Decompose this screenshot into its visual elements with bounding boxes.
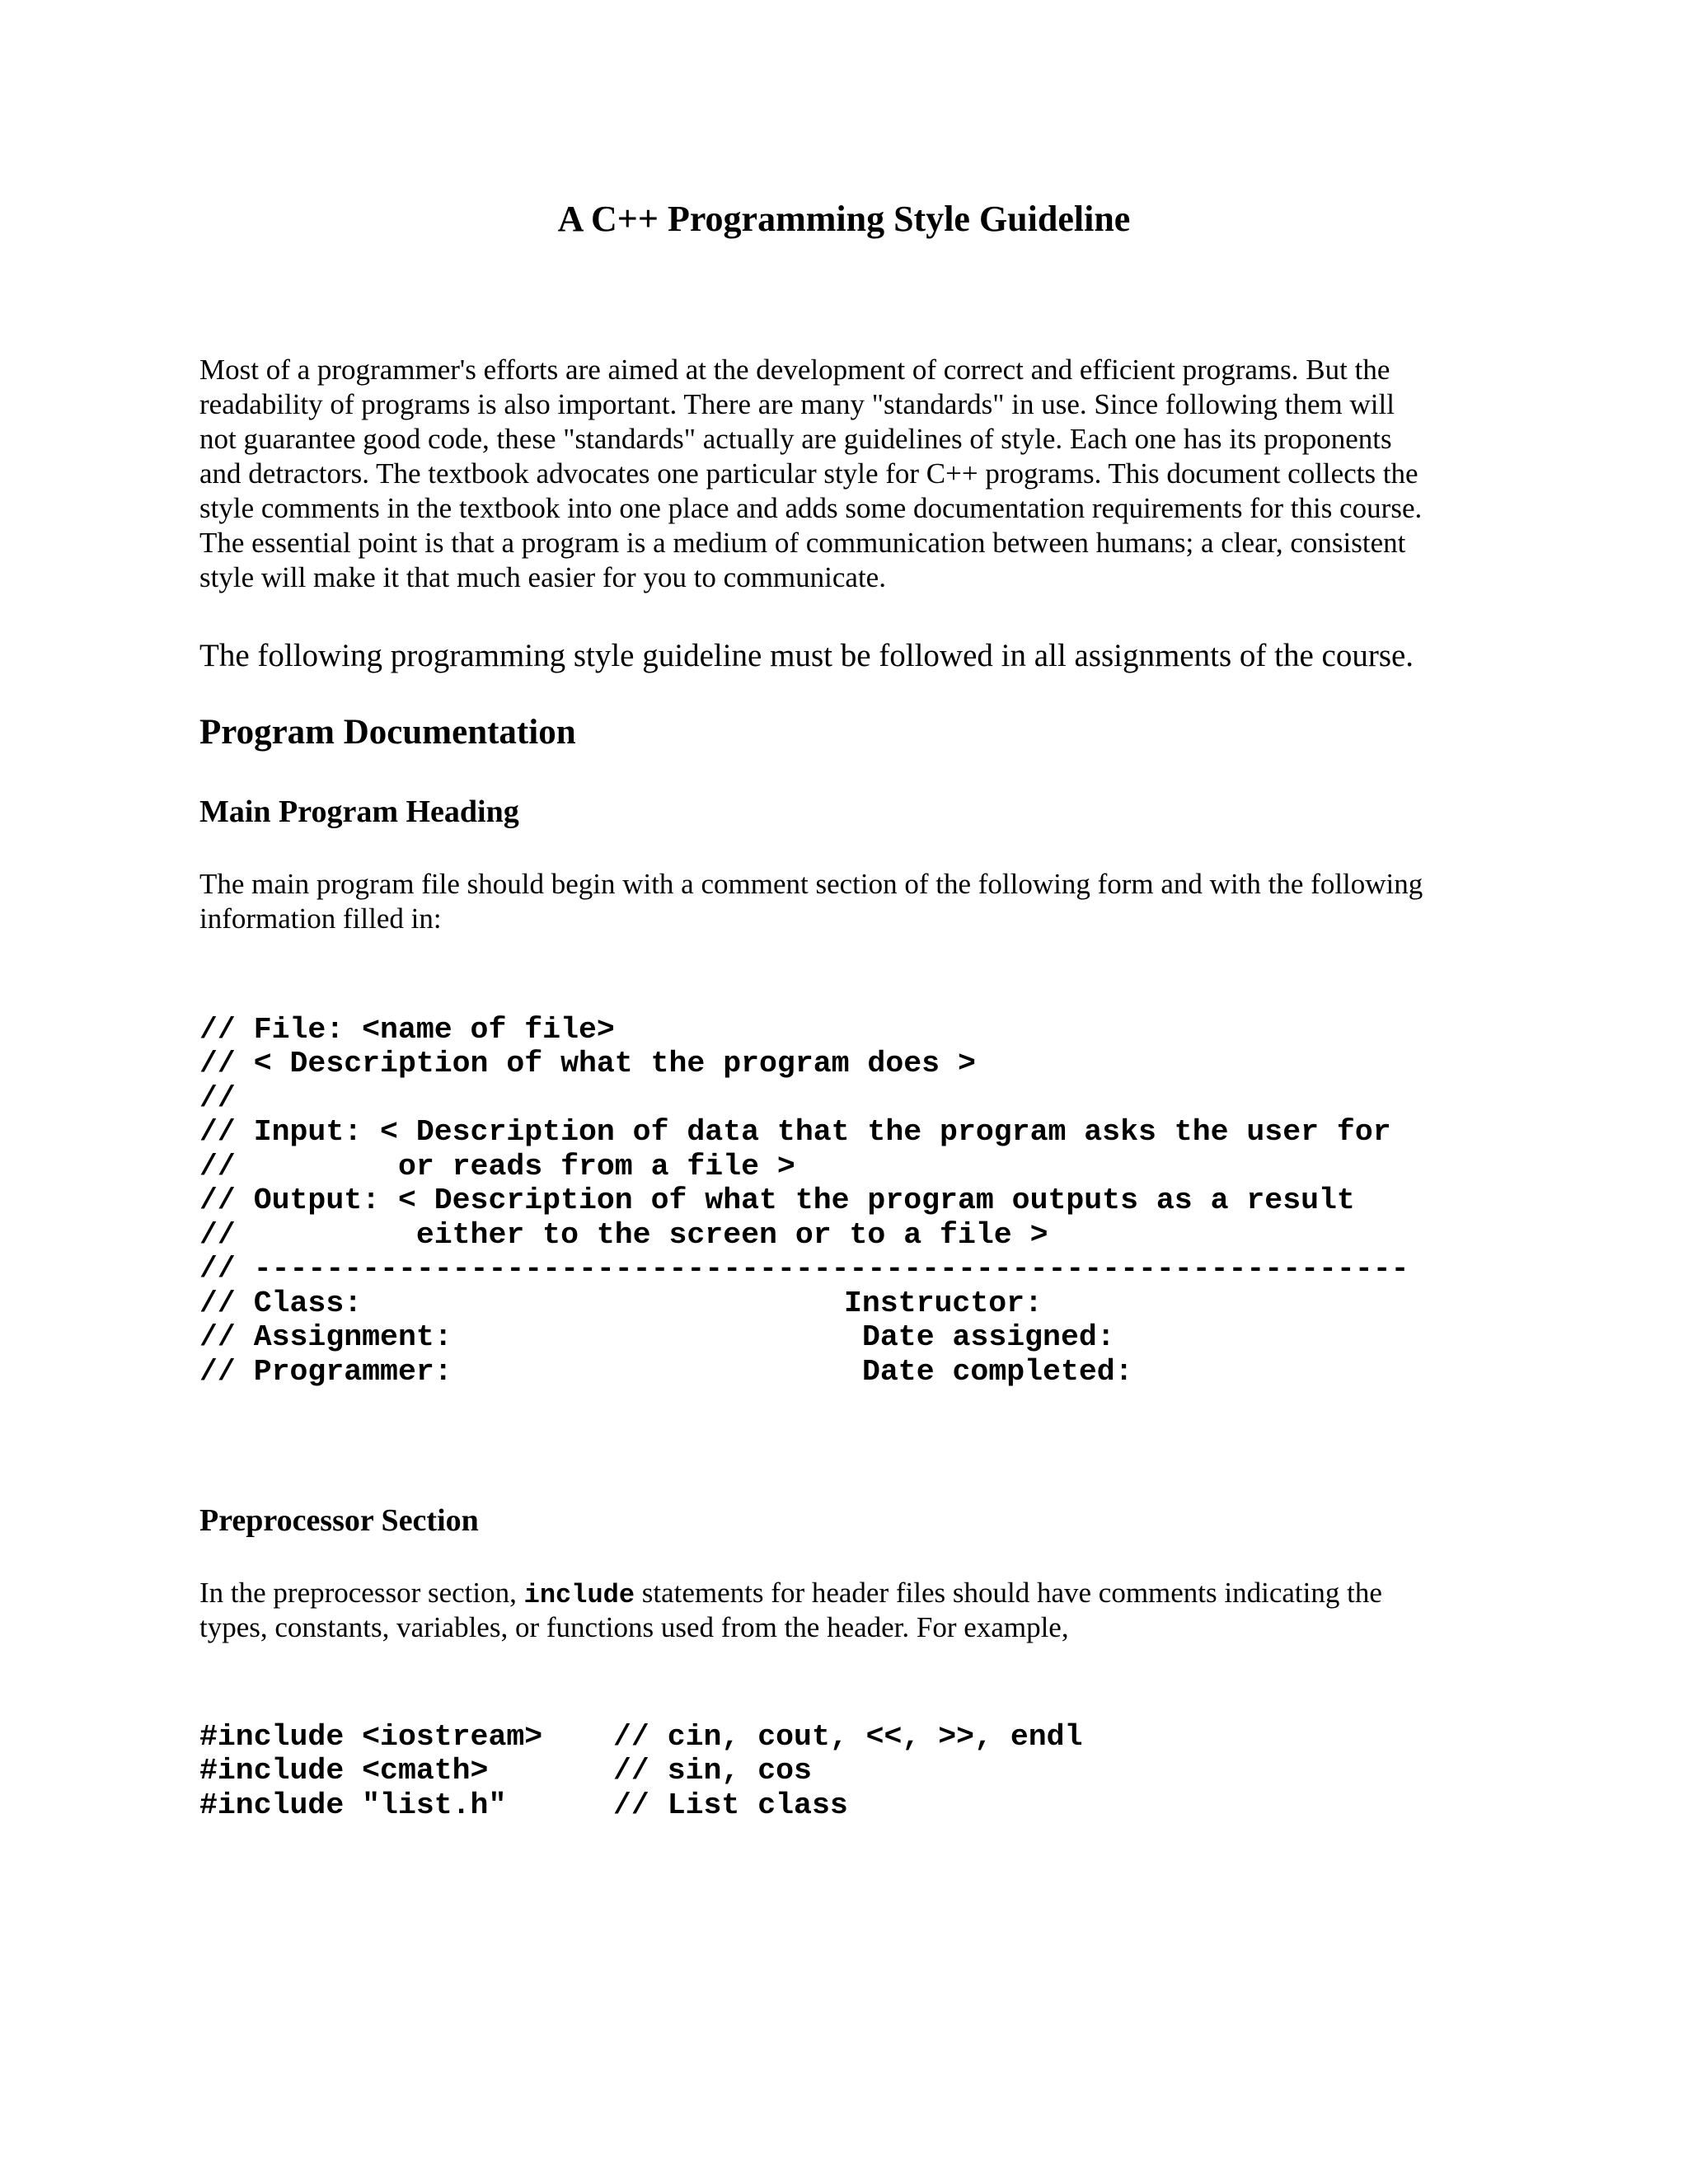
inline-code-include: include [523,1580,635,1610]
include-directive: #include <iostream> [199,1720,543,1754]
code-line: // File: <name of file> [199,1013,615,1047]
include-directive: #include <cmath> [199,1754,489,1788]
paragraph-line: The main program file should begin with a comment section of the following form and with the following [199,868,1423,900]
code-line: // Output: < Description of what the program outputs as a result [199,1183,1355,1217]
intro-line: readability of programs is also important. There are many "standards" in use. Since following them will [199,388,1395,420]
field-instructor: Instructor: [844,1286,1043,1320]
paragraph-line: information filled in: [199,902,442,935]
intro-line: not guarantee good code, these "standards" actually are guidelines of style. Each one has its proponents [199,423,1392,455]
field-assignment: // Assignment: [199,1320,452,1354]
include-directive: #include "list.h" [199,1788,507,1822]
field-programmer: // Programmer: [199,1355,452,1389]
paragraph-text: In the preprocessor section, [199,1577,524,1609]
field-date-assigned: Date assigned: [862,1320,1115,1354]
intro-line: Most of a programmer's efforts are aimed at the development of correct and efficient programs. But the [199,354,1390,386]
main-program-heading-title: Main Program Heading [199,794,519,829]
paragraph-line: types, constants, variables, or functions used from the header. For example, [199,1611,1069,1643]
intro-line: and detractors. The textbook advocates one particular style for C++ programs. This document collects the [199,457,1418,490]
field-date-completed: Date completed: [862,1355,1133,1389]
code-separator-line: // ---------------------------------------------------------------- [199,1252,1409,1286]
requirement-statement: The following programming style guideline must be followed in all assignments of the course. [199,638,1414,673]
code-line: // < Description of what the program does > [199,1047,976,1080]
include-comment: // List class [613,1788,848,1822]
code-line: // [199,1081,236,1115]
paragraph-line [199,1576,1382,1613]
code-line: // either to the screen or to a file > [199,1218,1048,1252]
intro-line: style comments in the textbook into one place and adds some documentation requirements for this course. [199,492,1423,524]
preprocessor-section-title: Preprocessor Section [199,1503,479,1538]
paragraph-text: statements for header files should have comments indicating the [635,1577,1382,1609]
code-line: // or reads from a file > [199,1150,795,1183]
code-line: // Input: < Description of data that the program asks the user for [199,1115,1391,1149]
field-class: // Class: [199,1286,363,1320]
intro-line: style will make it that much easier for you to communicate. [199,561,886,593]
include-comment: // sin, cos [613,1754,812,1788]
document-title: A C++ Programming Style Guideline [557,199,1131,239]
include-comment: // cin, cout, <<, >>, endl [613,1720,1083,1754]
section-heading: Program Documentation [199,713,576,752]
intro-line: The essential point is that a program is a medium of communication between humans; a clear, consistent [199,527,1406,559]
